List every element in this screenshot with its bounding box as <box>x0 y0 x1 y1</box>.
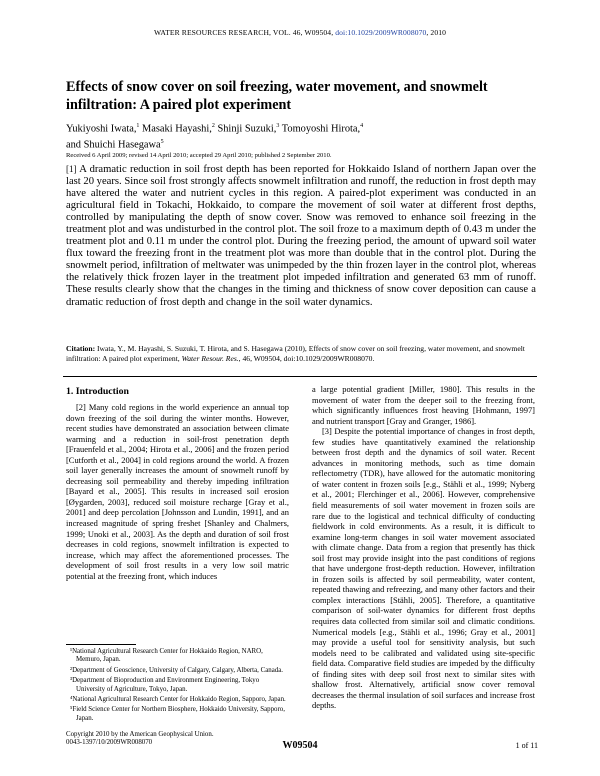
doi-link[interactable]: doi:10.1029/2009WR008070 <box>335 28 427 37</box>
footnote: ¹National Agricultural Research Center for Hokkaido Region, NARO, Memuro, Japan. <box>70 648 263 664</box>
affil-mark: 3 <box>276 123 280 129</box>
paragraph-number: [1] <box>66 164 77 174</box>
right-column <box>312 384 535 711</box>
citation-label: Citation: <box>66 344 96 353</box>
affil-mark: 2 <box>211 123 215 129</box>
affil-mark: 4 <box>360 123 364 129</box>
author-1: Yukiyoshi Iwata, <box>66 123 137 135</box>
affiliation-footnotes <box>66 648 289 725</box>
citation-rest: , 46, W09504, doi:10.1029/2009WR008070. <box>238 353 375 363</box>
abstract-text: A dramatic reduction in soil frost depth has been reported for Hokkaido Island of northern Japan over the last 20 years. Since soil frost strongly affects snowmelt infiltration and runoff, the reduction in frost depth may have altered the water and nutrient cycles in this region. A paired-plot experiment was conducted in an agricultural field in Tokachi, Hokkaido, to compare the movement of soil water at different frost depths, controlled by manipulating the depth of snow cover. Snow was removed to enhance soil freezing in the treatment plot and was undisturbed in the control plot. The soil froze to a maximum depth of 0.43 m under the treatment plot and 0.11 m under the control plot. During the freezing period, the amount of upward soil water flux toward the freezing front in the treatment plot was more than double that in the control plot. During the snowmelt period, infiltration of meltwater was unimpeded by the thin frozen layer in the control plot, whereas the relatively thick frozen layer in the treatment plot impeded infiltration and generated 63 mm of runoff. These results clearly show that the changes in the timing and thickness of snow cover deposition can cause a dramatic reduction of frost depth and change in the soil water dynamics. <box>66 164 536 308</box>
section-divider <box>63 376 537 377</box>
received-dates: Received 6 April 2009; revised 14 April 2010; accepted 29 April 2010; published 2 September 2010. <box>66 152 332 159</box>
author-list <box>66 120 536 152</box>
running-head <box>0 28 600 37</box>
footnote: ⁴National Agricultural Research Center for Hokkaido Region, Sapporo, Japan. <box>70 696 286 704</box>
page-number: 1 of 11 <box>515 741 538 750</box>
article-id: W09504 <box>282 740 318 751</box>
journal-header: WATER RESOURCES RESEARCH, VOL. 46, W09504, <box>153 28 336 37</box>
footnote: ⁵Field Science Center for Northern Biosphere, Hokkaido University, Sapporo, Japan. <box>70 706 285 722</box>
citation-block <box>66 344 536 363</box>
citation-text: Iwata, Y., M. Hayashi, S. Suzuki, T. Hirota, and S. Hasegawa (2010), Effects of snow cover on soil freezing, water movement, and snowmelt infiltration: A paired plot experiment, <box>66 344 525 363</box>
author-3: Shinji Suzuki, <box>214 123 277 135</box>
author-2: Masaki Hayashi, <box>139 123 212 135</box>
header-year: , 2010 <box>426 28 447 37</box>
issn-line: 0043-1397/10/2009WR008070 <box>66 739 153 747</box>
paper-title: Effects of snow cover on soil freezing, water movement, and snowmelt infiltration: A paired plot experiment <box>66 79 488 113</box>
footnote: ³Department of Bioproduction and Environment Engineering, Tokyo University of Agriculture, Tokyo, Japan. <box>70 677 260 693</box>
left-column <box>66 402 289 581</box>
abstract <box>66 163 536 309</box>
author-5: and Shuichi Hasegawa <box>66 139 161 151</box>
citation-journal: Water Resour. Res. <box>181 353 239 363</box>
copyright-line: Copyright 2010 by the American Geophysical Union. <box>66 731 214 738</box>
section-heading: 1. Introduction <box>66 386 129 397</box>
footnote: ²Department of Geoscience, University of Calgary, Calgary, Alberta, Canada. <box>70 666 283 674</box>
body-paragraph: [2] Many cold regions in the world experience an annual top down freezing of the soil during the winter months. However, recent studies have demonstrated an association between climate warming and a reduction in soil-frost penetration depth [Frauenfeld et al., 2004; Hirota et al., 2006] and the frozen period [Cutforth et al., 2004] in cold regions around the world. A frozen soil layer generally increases the amount of snowmelt runoff by decreasing soil permeability and thereby impeding infiltration [Bayard et al., 2005]. This results in increased soil erosion [Øygarden, 2003], reduced soil moisture recharge [Gray et al., 2001] and deep percolation [Johnsson and Lundin, 1991], and an increased magnitude of spring freshet [Shanley and Chalmers, 1999; Unoki et al., 2003]. As the depth and duration of soil frost decreases in cold regions, snowmelt infiltration is expected to increase, which may affect the aforementioned processes. The development of soil frost results in a very low soil matric potential at the freezing front, which induces <box>66 402 289 581</box>
author-4: Tomoyoshi Hirota, <box>279 123 361 135</box>
body-paragraph: [3] Despite the potential importance of changes in frost depth, few studies have quantitatively examined the relationship between frost depth and the dynamics of soil water. Recent advances in monitoring methods, such as time domain reflectometry (TDR), have allowed for the automatic monitoring of water content in frozen soils [e.g., Stähli et al., 1999; Nyberg et al., 2001; Flerchinger et al., 2006]. However, comprehensive field measurements of soil water movement in frozen soils are rare due to the logistical and technical difficulty of conducting fieldwork in cold environments. As a result, it is difficult to examine long-term changes in soil water movement associated with climate change. Data from a region that presently has thick soil frost may provide insight into the past conditions of regions that have undergone frost-depth reduction. However, infiltration in frozen soils is affected by soil permeability, water content, repeated thawing and refreezing, and many other factors and their complex interactions [Stähli, 2005]. Therefore, a quantitative comparison of soil-water dynamics for different frost depths requires data collected from similar soil and climatic conditions. Numerical models [e.g., Stähli et al., 1996; Gray et al., 2001] may provide a useful tool for sensitivity analysis, but such models need to be calibrated and validated using site-specific field data. Comparative field studies are impeded by the difficulty of finding sites with deep soil frost next to similar sites with shallow frost. Alternatively, artificial snow cover removal decreases the thermal insulation of soil surfaces and increase frost depths. <box>312 426 535 711</box>
body-paragraph: a large potential gradient [Miller, 1980]. This results in the movement of water from the deeper soil to the freezing front, which significantly influences frost heaving [Hohmann, 1997] and nutrient transport [Gray and Granger, 1986]. <box>312 384 535 426</box>
affil-mark: 1 <box>136 123 140 129</box>
footnote-rule <box>66 644 136 645</box>
affil-mark: 5 <box>160 138 164 145</box>
